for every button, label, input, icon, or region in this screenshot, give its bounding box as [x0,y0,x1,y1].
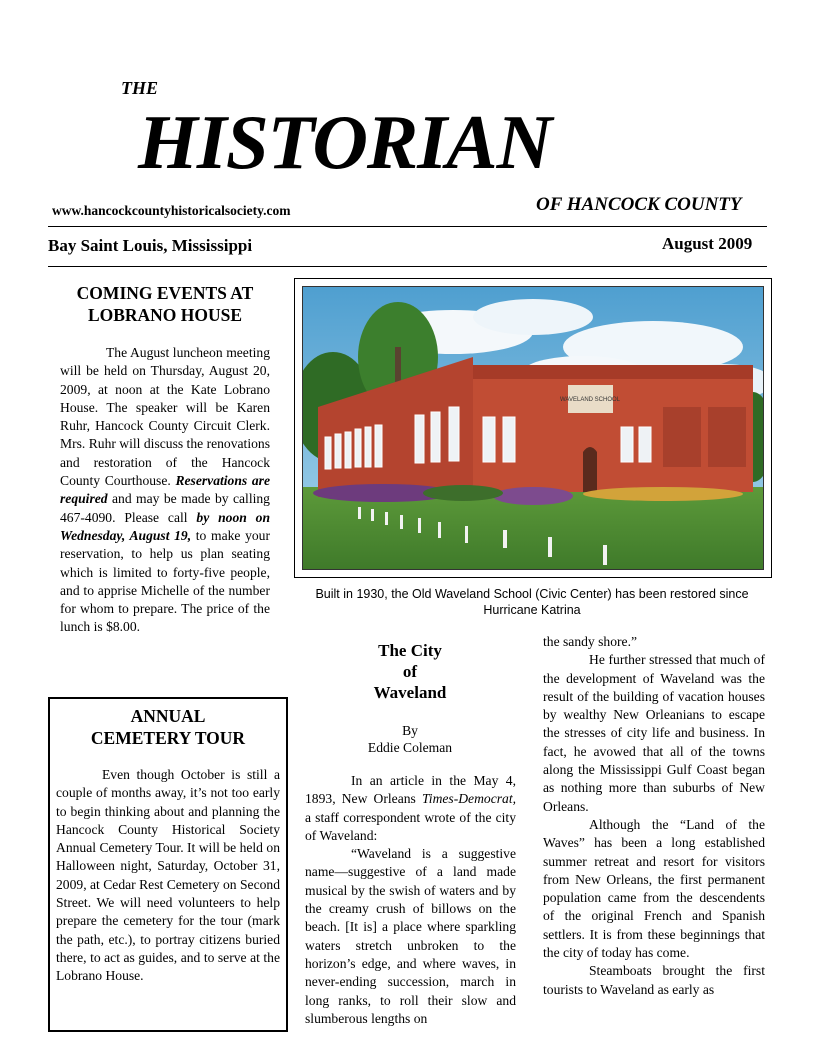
masthead-rule-bottom [48,266,767,267]
byline-by: By [402,723,418,738]
article-title-line-3: Waveland [373,683,447,702]
cemetery-tour-paragraph: Even though October is still a couple of months away, it’s not too early to begin thinking about and planning the Hancock County Historical Society Annual Cemetery Tour. It will be held on Halloween night, Saturday, October 31, 2009, at Cedar Rest Cemetery on Second Street. We will need volunteers to help prepare the cemetery for the tour (mark the path, etc.), to portray citizens buried there, to act as guides, and to serve at the Lobrano House. [56,767,280,984]
article-paragraph-3: He further stressed that much of the development of Waveland was the result of the building of vacation houses by wealthy New Orleanians to escape the stresses of city life and business. In fact, he avowed that all of the towns along the Mississippi Gulf Coast began as nothing more than suburbs of New Orleans. [543,652,765,814]
school-sign-text: WAVELAND SCHOOL [559,397,621,403]
newsletter-title: HISTORIAN [138,99,552,185]
location-dateline: Bay Saint Louis, Mississippi [48,236,253,255]
article-paragraph-4: Although the “Land of the Waves” has been a long established summer retreat and resort for visitors from New Orleans, the first permanent population came from the descendents of the original French and Spanish settlers. It is from these beginnings that the city of today has come. [543,816,765,961]
article-column-1 [305,772,516,1028]
events-paragraph-1: The August luncheon meeting will be held on Thursday, August 20, 2009, at noon at the Kate Lobrano House. The speaker will be Karen Ruhr, Hancock County Circuit Clerk. Mrs. Ruhr will discuss the renovations and restoration of the Hancock County Courthouse. [60,345,270,489]
cemetery-tour-text [56,766,280,986]
article-paragraph-5: Steamboats brought the first tourists to Waveland as early as [543,963,765,997]
article-title-line-1: The City [378,641,442,660]
article-paragraph-1a: In an article in the May 4, 1893, New Orleans [305,773,516,807]
cemetery-tour-heading: ANNUAL CEMETERY TOUR [90,706,246,748]
article-byline [340,722,480,756]
article-paragraph-1b: a staff correspondent wrote of the city of Waveland: [305,809,516,843]
article-paragraph-2-continued: the sandy shore.” [543,634,637,649]
coming-events-heading: COMING EVENTS AT LOBRANO HOUSE [76,283,254,325]
waveland-school-photo [302,286,764,570]
events-paragraph-3: to make your reservation, to help us plan seating which is limited to forty-five people, and to apprise Michelle of the number for whom to prepare. The price of the lunch is $8.00. [60,527,270,635]
article-paragraph-2: “Waveland is a suggestive name—suggestive of a land made musical by the swish of waters and by the creamy crush of billows on the beach. [It is] a place where sparkling waters stretch unbroken to the horizon’s edge, and where waves, in never-ending succession, march in long ranks, to roll their slow and slumberous lengths on [305,846,516,1026]
reservations-emphasis: Reservations are required [60,473,270,507]
coming-events-text [60,344,270,637]
byline-author: Eddie Coleman [367,740,453,755]
newspaper-name: Times-Democrat, [421,791,516,807]
events-paragraph-2: and may be made by calling 467-4090. Please call [60,491,270,525]
article-title [340,640,480,703]
website-url: www.hancockcountyhistoricalsociety.com [52,203,291,218]
photo-caption: Built in 1930, the Old Waveland School (Civic Center) has been restored since Hurricane Katrina [315,587,749,617]
newsletter-subtitle: OF HANCOCK COUNTY [536,194,742,215]
masthead-the: THE [121,78,159,98]
deadline-emphasis: by noon on Wednesday, August 19, [60,509,270,543]
article-title-line-2: of [402,662,418,681]
issue-date: August 2009 [662,234,753,253]
masthead-rule-top [48,226,767,227]
article-column-2 [543,633,765,999]
